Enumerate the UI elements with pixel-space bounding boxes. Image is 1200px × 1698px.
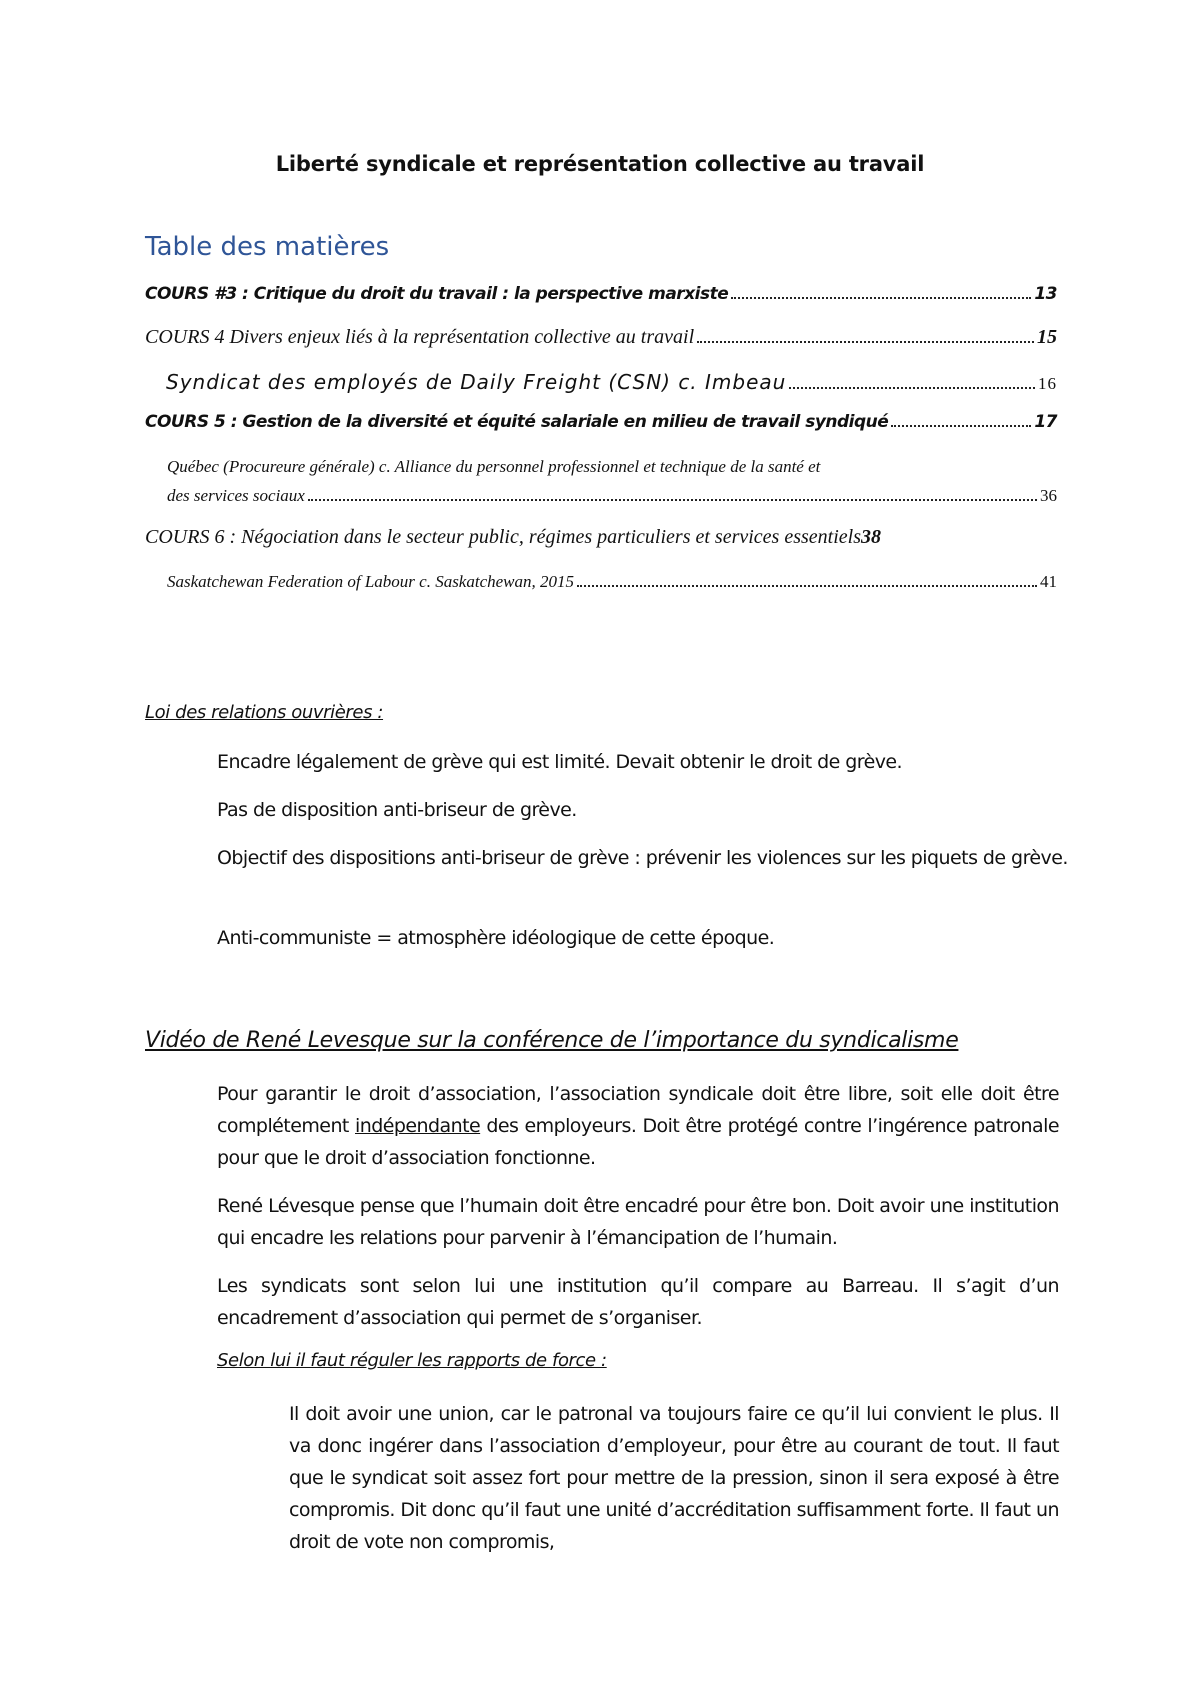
toc-entry-quebec-line1[interactable]: Québec (Procureure générale) c. Alliance du personnel professionnel et technique de la santé et — [167, 457, 821, 476]
toc-page-number: 16 — [1038, 374, 1057, 393]
paragraph: Encadre légalement de grève qui est limité. Devait obtenir le droit de grève. — [217, 751, 903, 773]
toc-page-number: 13 — [1034, 284, 1057, 304]
underlined-word: indépendante — [355, 1115, 481, 1137]
toc-page-number: 38 — [860, 526, 881, 548]
toc-entry-text: COURS #3 : Critique du droit du travail : la perspective marxiste — [145, 284, 729, 304]
toc-entry-daily-freight[interactable] — [166, 370, 1057, 394]
toc-heading: Table des matières — [145, 232, 390, 262]
toc-leader — [577, 585, 1037, 587]
section-heading-video: Vidéo de René Levesque sur la conférence de l’importance du syndicalisme — [145, 1028, 959, 1053]
toc-entry-text: COURS 4 Divers enjeux liés à la représentation collective au travail — [145, 326, 695, 348]
toc-entry-cours-5[interactable] — [145, 412, 1057, 432]
toc-entry-text: Saskatchewan Federation of Labour c. Saskatchewan, 2015 — [167, 572, 575, 591]
text-run: Pour garantir le droit d’association, l’association syndicale doit être libre, soit elle doit être complétement — [217, 1083, 1059, 1137]
document-title: Liberté syndicale et représentation collective au travail — [275, 152, 925, 176]
toc-entry-text: des services sociaux — [167, 486, 305, 505]
toc-leader — [789, 387, 1035, 389]
text-run: des employeurs. Doit être protégé contre l’ingérence patronale pour que le droit d’association fonctionne. — [217, 1115, 1060, 1169]
paragraph: Pas de disposition anti-briseur de grève. — [217, 799, 577, 821]
toc-entry-cours-3[interactable] — [145, 284, 1057, 304]
toc-page-number: 15 — [1037, 326, 1057, 348]
subheading-rapports-de-force: Selon lui il faut réguler les rapports de force : — [217, 1350, 607, 1371]
toc-page-number: 36 — [1040, 486, 1057, 505]
toc-entry-text: Syndicat des employés de Daily Freight (CSN) c. Imbeau — [166, 370, 787, 394]
paragraph — [217, 1078, 1059, 1174]
section-heading-loi: Loi des relations ouvrières : — [145, 702, 384, 723]
toc-entry-text: COURS 6 : Négociation dans le secteur public, régimes particuliers et services essentiels — [145, 526, 861, 548]
toc-entry-saskatchewan[interactable] — [167, 572, 1057, 592]
paragraph: Les syndicats sont selon lui une institution qu’il compare au Barreau. Il s’agit d’un encadrement d’association qui permet de s’organiser. — [217, 1275, 1059, 1329]
toc-leader — [308, 499, 1037, 501]
paragraph: Objectif des dispositions anti-briseur de grève : prévenir les violences sur les piquets de grève. — [217, 847, 1068, 869]
toc-entry-cours-6[interactable] — [145, 526, 1057, 549]
paragraph: René Lévesque pense que l’humain doit être encadré pour être bon. Doit avoir une institution qui encadre les relations pour parvenir à l’émancipation de l’humain. — [217, 1195, 1059, 1249]
toc-leader — [891, 425, 1031, 427]
toc-entry-quebec[interactable] — [167, 486, 1057, 506]
toc-page-number: 41 — [1040, 572, 1057, 591]
toc-page-number: 17 — [1034, 412, 1057, 432]
paragraph: Anti-communiste = atmosphère idéologique de cette époque. — [217, 927, 775, 949]
toc-leader — [731, 297, 1031, 299]
toc-entry-cours-4[interactable] — [145, 326, 1057, 349]
toc-entry-text: COURS 5 : Gestion de la diversité et équité salariale en milieu de travail syndiqué — [145, 412, 889, 432]
paragraph: Il doit avoir une union, car le patronal va toujours faire ce qu’il lui convient le plus. Il va donc ingérer dans l’association d’employeur, pour être au courant de tout. Il faut que le syndicat soit assez fort pour mettre de la pression, sinon il sera exposé à être compromis. Dit donc qu’il faut une unité d’accréditation suffisamment forte. Il faut un droit de vote non compromis, — [289, 1403, 1059, 1553]
toc-leader — [697, 341, 1034, 343]
